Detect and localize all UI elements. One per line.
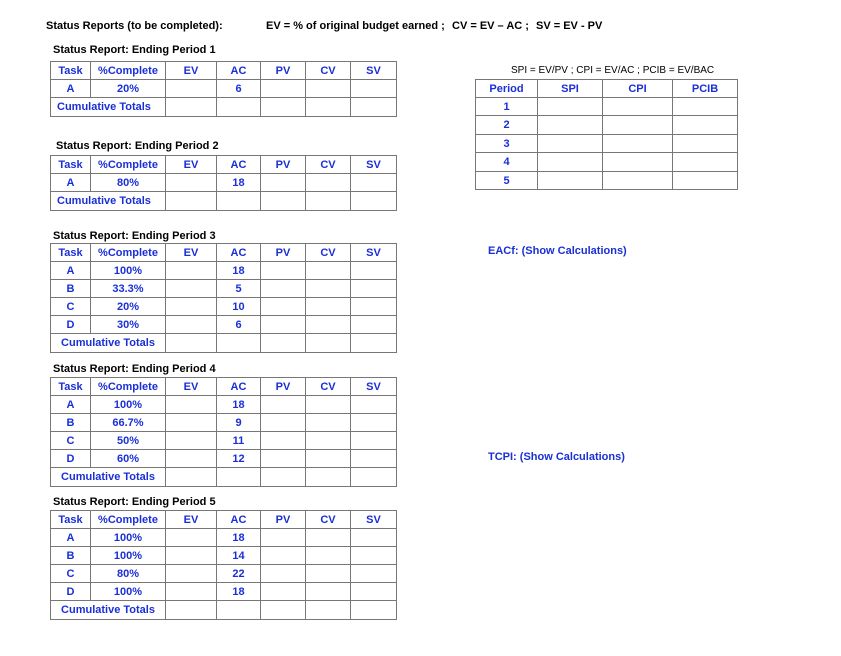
col-pct-complete: %Complete (91, 378, 166, 396)
pv-input-cell[interactable] (261, 432, 306, 450)
ac-cell: 14 (217, 547, 261, 565)
cumulative-row (51, 334, 397, 353)
pct-complete-cell: 100% (91, 547, 166, 565)
col-ac: AC (217, 156, 261, 174)
pct-complete-cell: 33.3% (91, 280, 166, 298)
period-cell: 1 (476, 98, 538, 116)
col-ac: AC (217, 511, 261, 529)
cv-input-cell[interactable] (306, 80, 351, 98)
cumulative-row (51, 468, 397, 487)
cpi-input-cell[interactable] (603, 98, 673, 116)
table-row (51, 432, 397, 450)
task-cell: D (51, 316, 91, 334)
task-cell: A (51, 529, 91, 547)
ev-total-cell[interactable] (166, 192, 217, 211)
cv-input-cell[interactable] (306, 316, 351, 334)
table-row (51, 80, 397, 98)
cumulative-totals-label: Cumulative Totals (51, 192, 166, 211)
sv-input-cell[interactable] (351, 529, 397, 547)
task-cell: B (51, 414, 91, 432)
pv-input-cell[interactable] (261, 450, 306, 468)
report-title-period-5: Status Report: Ending Period 5 (53, 496, 216, 508)
pv-input-cell[interactable] (261, 396, 306, 414)
pv-total-cell[interactable] (261, 601, 306, 620)
col-ac: AC (217, 62, 261, 80)
report-title-period-3: Status Report: Ending Period 3 (53, 230, 216, 242)
sv-input-cell[interactable] (351, 280, 397, 298)
task-cell: D (51, 583, 91, 601)
ac-cell: 11 (217, 432, 261, 450)
ev-input-cell[interactable] (166, 174, 217, 192)
col-cv: CV (306, 511, 351, 529)
col-pcib: PCIB (673, 80, 738, 98)
pct-complete-cell: 20% (91, 298, 166, 316)
cumulative-totals-label: Cumulative Totals (51, 468, 166, 487)
col-sv: SV (351, 511, 397, 529)
cv-input-cell[interactable] (306, 432, 351, 450)
table-row (476, 172, 738, 190)
sv-total-cell[interactable] (351, 601, 397, 620)
pv-input-cell[interactable] (261, 529, 306, 547)
pv-input-cell[interactable] (261, 298, 306, 316)
pct-complete-cell: 80% (91, 174, 166, 192)
col-pv: PV (261, 511, 306, 529)
col-cv: CV (306, 62, 351, 80)
ev-definition: EV = % of original budget earned ; (266, 20, 445, 32)
col-task: Task (51, 156, 91, 174)
cumulative-row (51, 192, 397, 211)
sv-input-cell[interactable] (351, 80, 397, 98)
ev-total-cell[interactable] (166, 601, 217, 620)
pcib-input-cell[interactable] (673, 116, 738, 135)
col-cpi: CPI (603, 80, 673, 98)
pct-complete-cell: 30% (91, 316, 166, 334)
sv-input-cell[interactable] (351, 414, 397, 432)
cpi-input-cell[interactable] (603, 172, 673, 190)
cumulative-row (51, 601, 397, 620)
cv-input-cell[interactable] (306, 565, 351, 583)
sv-total-cell[interactable] (351, 192, 397, 211)
cv-definition: CV = EV – AC ; (452, 20, 529, 32)
table-row (51, 583, 397, 601)
pv-input-cell[interactable] (261, 174, 306, 192)
table-row (51, 565, 397, 583)
col-pv: PV (261, 378, 306, 396)
ac-total-cell[interactable] (217, 192, 261, 211)
task-cell: C (51, 565, 91, 583)
cv-input-cell[interactable] (306, 450, 351, 468)
table-row (476, 153, 738, 172)
cv-input-cell[interactable] (306, 396, 351, 414)
cumulative-row (51, 98, 397, 117)
col-ev: EV (166, 156, 217, 174)
table-row (51, 298, 397, 316)
sv-input-cell[interactable] (351, 583, 397, 601)
ac-cell: 6 (217, 316, 261, 334)
sv-input-cell[interactable] (351, 565, 397, 583)
pct-complete-cell: 60% (91, 450, 166, 468)
task-cell: B (51, 280, 91, 298)
cumulative-totals-label: Cumulative Totals (51, 334, 166, 353)
pv-total-cell[interactable] (261, 98, 306, 117)
sv-input-cell[interactable] (351, 450, 397, 468)
col-ev: EV (166, 62, 217, 80)
pct-complete-cell: 100% (91, 396, 166, 414)
pv-total-cell[interactable] (261, 334, 306, 353)
task-cell: D (51, 450, 91, 468)
pct-complete-cell: 100% (91, 529, 166, 547)
period-cell: 4 (476, 153, 538, 172)
task-cell: B (51, 547, 91, 565)
cv-input-cell[interactable] (306, 174, 351, 192)
task-cell: A (51, 174, 91, 192)
pv-input-cell[interactable] (261, 565, 306, 583)
pcib-input-cell[interactable] (673, 172, 738, 190)
col-sv: SV (351, 156, 397, 174)
status-table-period-5 (50, 510, 397, 620)
ev-input-cell[interactable] (166, 529, 217, 547)
ac-cell: 22 (217, 565, 261, 583)
cumulative-totals-label: Cumulative Totals (51, 98, 166, 117)
col-pv: PV (261, 156, 306, 174)
cv-input-cell[interactable] (306, 529, 351, 547)
sv-total-cell[interactable] (351, 334, 397, 353)
task-cell: A (51, 80, 91, 98)
ev-input-cell[interactable] (166, 262, 217, 280)
col-task: Task (51, 244, 91, 262)
table-row (51, 529, 397, 547)
cv-input-cell[interactable] (306, 298, 351, 316)
task-cell: C (51, 298, 91, 316)
col-pct-complete: %Complete (91, 244, 166, 262)
ac-total-cell[interactable] (217, 98, 261, 117)
pv-input-cell[interactable] (261, 316, 306, 334)
pcib-input-cell[interactable] (673, 153, 738, 172)
cpi-input-cell[interactable] (603, 153, 673, 172)
col-task: Task (51, 511, 91, 529)
ev-total-cell[interactable] (166, 334, 217, 353)
ev-input-cell[interactable] (166, 316, 217, 334)
ac-total-cell[interactable] (217, 468, 261, 487)
period-cell: 3 (476, 135, 538, 153)
table-row (51, 174, 397, 192)
spi-input-cell[interactable] (538, 153, 603, 172)
task-cell: A (51, 396, 91, 414)
period-cell: 2 (476, 116, 538, 135)
table-row (51, 396, 397, 414)
ac-cell: 18 (217, 583, 261, 601)
indices-formula: SPI = EV/PV ; CPI = EV/AC ; PCIB = EV/BAC (511, 65, 715, 76)
cv-input-cell[interactable] (306, 583, 351, 601)
ev-input-cell[interactable] (166, 280, 217, 298)
table-row (476, 135, 738, 153)
pv-total-cell[interactable] (261, 468, 306, 487)
table-row (51, 450, 397, 468)
cpi-input-cell[interactable] (603, 135, 673, 153)
page-title: Status Reports (to be completed): (46, 20, 223, 32)
pv-input-cell[interactable] (261, 547, 306, 565)
col-sv: SV (351, 244, 397, 262)
cv-input-cell[interactable] (306, 262, 351, 280)
ac-total-cell[interactable] (217, 601, 261, 620)
ac-cell: 12 (217, 450, 261, 468)
status-table-period-2 (50, 155, 397, 211)
ac-cell: 18 (217, 262, 261, 280)
cv-total-cell[interactable] (306, 98, 351, 117)
pv-total-cell[interactable] (261, 192, 306, 211)
tcpi-label: TCPI: (Show Calculations) (488, 451, 625, 463)
col-pv: PV (261, 244, 306, 262)
sv-input-cell[interactable] (351, 432, 397, 450)
ac-total-cell[interactable] (217, 334, 261, 353)
ac-cell: 18 (217, 529, 261, 547)
pct-complete-cell: 80% (91, 565, 166, 583)
ac-cell: 18 (217, 396, 261, 414)
ev-input-cell[interactable] (166, 432, 217, 450)
table-row (51, 414, 397, 432)
sv-input-cell[interactable] (351, 298, 397, 316)
task-cell: C (51, 432, 91, 450)
spi-input-cell[interactable] (538, 98, 603, 116)
col-pct-complete: %Complete (91, 156, 166, 174)
spi-input-cell[interactable] (538, 172, 603, 190)
col-cv: CV (306, 244, 351, 262)
pct-complete-cell: 20% (91, 80, 166, 98)
pct-complete-cell: 100% (91, 583, 166, 601)
ac-cell: 5 (217, 280, 261, 298)
ev-input-cell[interactable] (166, 583, 217, 601)
col-pct-complete: %Complete (91, 62, 166, 80)
col-ac: AC (217, 378, 261, 396)
col-period: Period (476, 80, 538, 98)
table-row (51, 316, 397, 334)
sv-total-cell[interactable] (351, 98, 397, 117)
ev-input-cell[interactable] (166, 298, 217, 316)
task-cell: A (51, 262, 91, 280)
col-pv: PV (261, 62, 306, 80)
pv-input-cell[interactable] (261, 262, 306, 280)
col-task: Task (51, 378, 91, 396)
report-title-period-2: Status Report: Ending Period 2 (56, 140, 219, 152)
col-ev: EV (166, 244, 217, 262)
ac-cell: 10 (217, 298, 261, 316)
table-row (51, 280, 397, 298)
cv-input-cell[interactable] (306, 280, 351, 298)
spi-input-cell[interactable] (538, 135, 603, 153)
col-ac: AC (217, 244, 261, 262)
sv-definition: SV = EV - PV (536, 20, 603, 32)
col-cv: CV (306, 156, 351, 174)
pcib-input-cell[interactable] (673, 98, 738, 116)
performance-index-table (475, 79, 738, 190)
ev-input-cell[interactable] (166, 450, 217, 468)
pct-complete-cell: 66.7% (91, 414, 166, 432)
sv-input-cell[interactable] (351, 262, 397, 280)
sv-input-cell[interactable] (351, 316, 397, 334)
pcib-input-cell[interactable] (673, 135, 738, 153)
ev-input-cell[interactable] (166, 565, 217, 583)
cumulative-totals-label: Cumulative Totals (51, 601, 166, 620)
col-task: Task (51, 62, 91, 80)
pct-complete-cell: 100% (91, 262, 166, 280)
sv-input-cell[interactable] (351, 174, 397, 192)
eacf-label: EACf: (Show Calculations) (488, 245, 627, 257)
pv-input-cell[interactable] (261, 80, 306, 98)
col-ev: EV (166, 511, 217, 529)
table-row (476, 98, 738, 116)
col-sv: SV (351, 62, 397, 80)
cv-input-cell[interactable] (306, 414, 351, 432)
cv-total-cell[interactable] (306, 601, 351, 620)
col-sv: SV (351, 378, 397, 396)
sv-input-cell[interactable] (351, 547, 397, 565)
cv-total-cell[interactable] (306, 192, 351, 211)
ev-input-cell[interactable] (166, 414, 217, 432)
col-spi: SPI (538, 80, 603, 98)
cv-input-cell[interactable] (306, 547, 351, 565)
cv-total-cell[interactable] (306, 468, 351, 487)
col-ev: EV (166, 378, 217, 396)
pv-input-cell[interactable] (261, 414, 306, 432)
period-cell: 5 (476, 172, 538, 190)
ev-input-cell[interactable] (166, 547, 217, 565)
ev-total-cell[interactable] (166, 468, 217, 487)
ev-total-cell[interactable] (166, 98, 217, 117)
sv-input-cell[interactable] (351, 396, 397, 414)
status-table-period-4 (50, 377, 397, 487)
spi-input-cell[interactable] (538, 116, 603, 135)
col-cv: CV (306, 378, 351, 396)
pv-input-cell[interactable] (261, 280, 306, 298)
report-title-period-4: Status Report: Ending Period 4 (53, 363, 216, 375)
ev-input-cell[interactable] (166, 80, 217, 98)
table-row (51, 262, 397, 280)
col-pct-complete: %Complete (91, 511, 166, 529)
cv-total-cell[interactable] (306, 334, 351, 353)
ac-cell: 6 (217, 80, 261, 98)
ac-cell: 9 (217, 414, 261, 432)
status-table-period-1 (50, 61, 397, 117)
status-table-period-3 (50, 243, 397, 353)
ac-cell: 18 (217, 174, 261, 192)
ev-input-cell[interactable] (166, 396, 217, 414)
cpi-input-cell[interactable] (603, 116, 673, 135)
table-row (51, 547, 397, 565)
sv-total-cell[interactable] (351, 468, 397, 487)
report-title-period-1: Status Report: Ending Period 1 (53, 44, 216, 56)
pct-complete-cell: 50% (91, 432, 166, 450)
table-row (476, 116, 738, 135)
pv-input-cell[interactable] (261, 583, 306, 601)
